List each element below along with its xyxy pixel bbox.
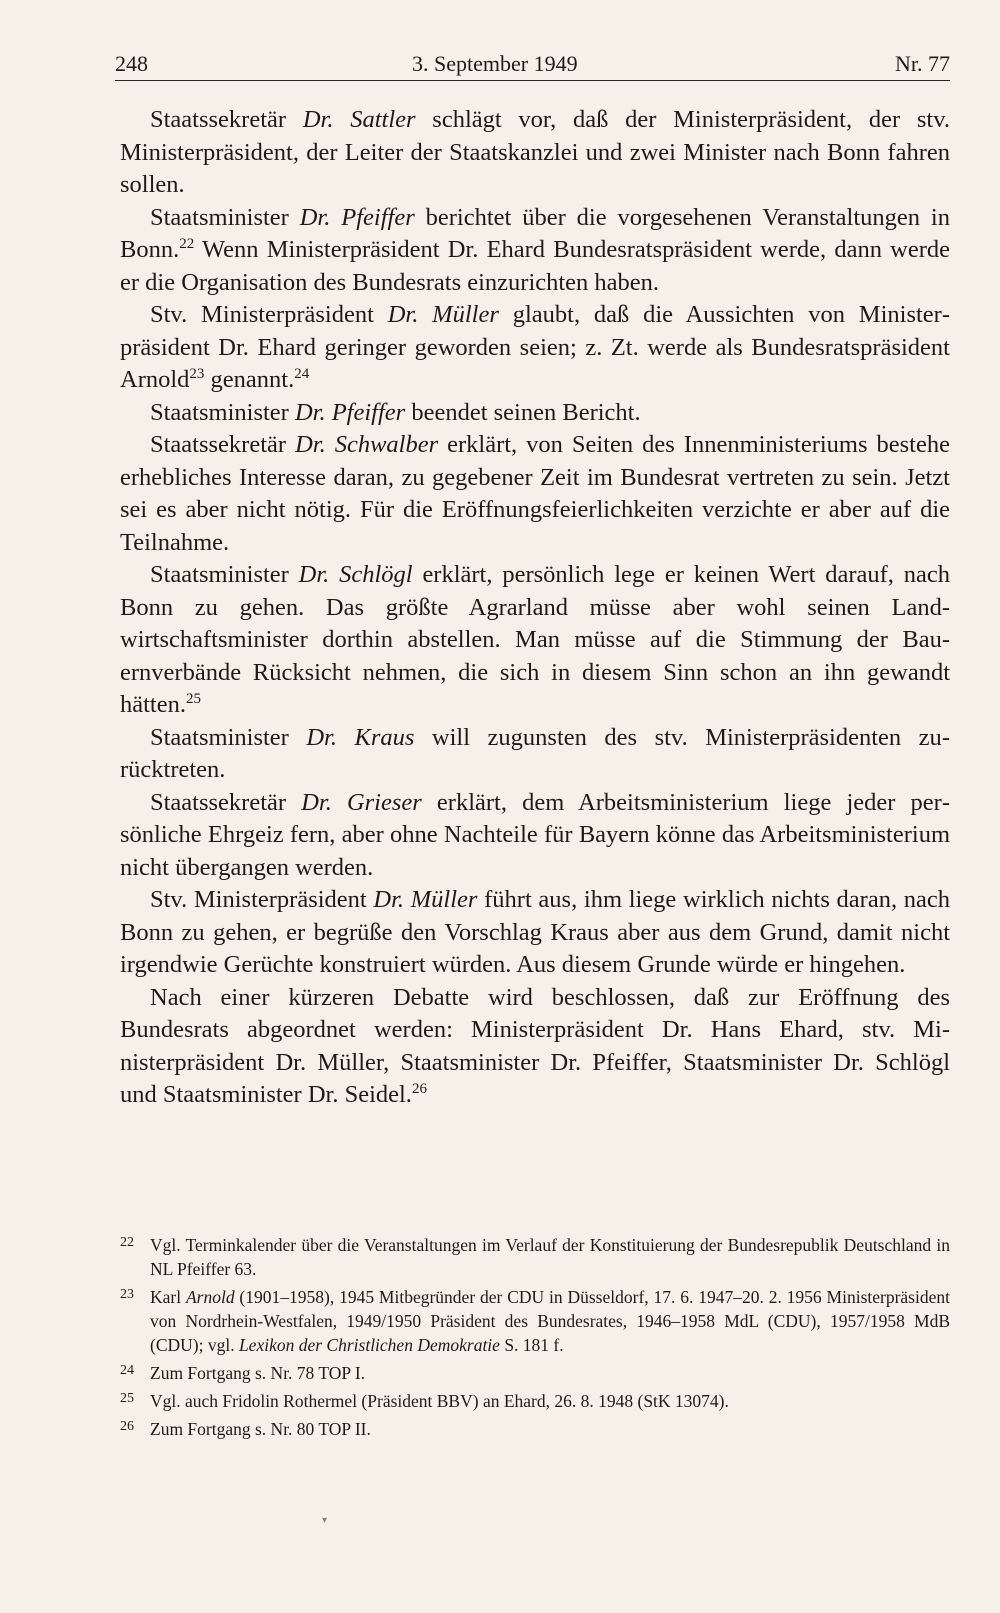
- footnote-ref: 22: [179, 236, 195, 252]
- header-date: 3. September 1949: [412, 51, 578, 76]
- document-number: Nr. 77: [895, 51, 950, 76]
- footnote-number: 26: [120, 1419, 134, 1434]
- main-text: [120, 104, 950, 1112]
- footnote-ref: 26: [411, 1081, 427, 1097]
- paragraph-kraus: Staatsminister Dr. Kraus will zugunsten des stv. Ministerpräsidenten zurücktreten.: [120, 723, 950, 783]
- running-header: [115, 40, 950, 76]
- footnote-ref: 25: [186, 691, 201, 707]
- paragraph-pfeiffer-end: Staatsminister Dr. Pfeiffer beendet seinen Bericht.: [150, 398, 641, 426]
- footnote-number: 25: [120, 1391, 134, 1406]
- speaker-name: Dr. Müller: [387, 301, 499, 328]
- footnote: 25 Vgl. auch Fridolin Rothermel (Präsident BBV) an Ehard, 26. 8. 1948 (StK 13074).: [120, 1389, 950, 1413]
- footnote-ref: 23: [189, 366, 205, 382]
- paragraph-mueller-1: Stv. Ministerpräsident Dr. Müller glaubt, daß die Aussichten von Ministerpräsident Dr. Ehard geringer geworden seien; z. Zt. werde als Bundesratspräsident Arnold$^{23}$ genannt.$^{24}$: [120, 301, 950, 393]
- paragraph-pfeiffer-report: Staatsminister Dr. Pfeiffer berichtet über die vorgesehenen Veranstaltungen in Bonn.$^{22}$ Wenn Ministerpräsident Dr. Ehard Bundesratspräsident werde, dann werde er die Organisation des Bundesrats einzurichten haben.: [120, 203, 950, 296]
- speaker-name: Dr. Grieser: [301, 788, 422, 816]
- footnotes: [120, 1233, 950, 1445]
- speaker-name: Dr. Schlögl: [298, 561, 413, 588]
- speaker-name: Dr. Pfeiffer: [294, 398, 406, 426]
- footnote: 22 Vgl. Terminkalender über die Veranstaltungen im Verlauf der Konstituierung der Bundesrepublik Deutschland in NL Pfeiffer 63.: [120, 1233, 950, 1281]
- paragraph-mueller-2: Stv. Ministerpräsident Dr. Müller führt aus, ihm liege wirklich nichts daran, nach Bonn zu gehen, er begrüße den Vorschlag Kraus aber aus dem Grund, damit nicht irgendwie Gerüchte konstruiert würden. Aus diesem Grunde würde er hingehen.: [120, 886, 950, 978]
- footnote-ref: 24: [294, 366, 310, 382]
- paragraph-sattler: Staatssekretär Dr. Sattler schlägt vor, daß der Ministerpräsident, der stv. Ministerpräsident, der Leiter der Staatskanzlei und zwei Minister nach Bonn fahren sollen.: [120, 106, 950, 198]
- speaker-name: Dr. Müller: [373, 886, 478, 913]
- header-rule: [115, 80, 950, 81]
- paragraph-grieser: Staatssekretär Dr. Grieser erklärt, dem Arbeitsministerium liege jeder persönliche Ehrgeiz fern, aber ohne Nachteile für Bayern könne das Arbeitsministerium nicht übergangen werden.: [120, 788, 950, 881]
- speaker-name: Dr. Kraus: [306, 723, 415, 751]
- speaker-name: Dr. Sattler: [302, 106, 416, 133]
- paragraph-schloegl: Staatsminister Dr. Schlögl erklärt, persönlich lege er keinen Wert darauf, nach Bonn zu gehen. Das größte Agrarland müsse aber wohl seinen Landwirtschaftsminister dorthin abstellen. Man müsse auf die Stimmung der Bauernverbände Rücksicht nehmen, die sich in diesem Sinn schon an ihn gewandt hätten.$^{25}$: [120, 561, 950, 718]
- speaker-name: Dr. Pfeiffer: [299, 203, 415, 231]
- footnote-number: 22: [120, 1235, 134, 1250]
- paragraph-decision: Nach einer kürzeren Debatte wird beschlossen, daß zur Eröffnung des Bundesrats abgeordnet werden: Ministerpräsident Dr. Hans Ehard, stv. Ministerpräsident Dr. Müller, Staatsminister Dr. Pfeiffer, Staatsminister Dr. Schlögl und Staatsminister Dr. Seidel.$^{26}$: [120, 983, 950, 1108]
- page-number: 248: [115, 51, 148, 76]
- footnote: 26 Zum Fortgang s. Nr. 80 TOP II.: [120, 1417, 950, 1441]
- paragraph-schwalber: Staatssekretär Dr. Schwalber erklärt, von Seiten des Innenministeriums bestehe erhebliches Interesse daran, zu gegebener Zeit im Bundesrat vertreten zu sein. Jetzt sei es aber nicht nötig. Für die Eröffnungsfeierlichkeiten verzichte er aber auf die Teilnahme.: [120, 431, 950, 556]
- footnote: 23 Karl Arnold (1901–1958), 1945 Mitbegründer der CDU in Düsseldorf, 17. 6. 1947–20. 2. 1956 Ministerpräsident von Nordrhein-Westfalen, 1949/1950 Präsident des Bundesrates, 1946–1958 MdL (CDU), 1957/1958 MdB (CDU); vgl. Lexikon der Christlichen Demokratie S. 181 f.: [120, 1285, 950, 1357]
- speaker-name: Dr. Schwalber: [295, 431, 439, 458]
- footnote: 24 Zum Fortgang s. Nr. 78 TOP I.: [120, 1361, 950, 1385]
- footnote-number: 24: [120, 1363, 134, 1378]
- print-mark: ▾: [322, 1515, 328, 1526]
- footnote-number: 23: [120, 1287, 134, 1302]
